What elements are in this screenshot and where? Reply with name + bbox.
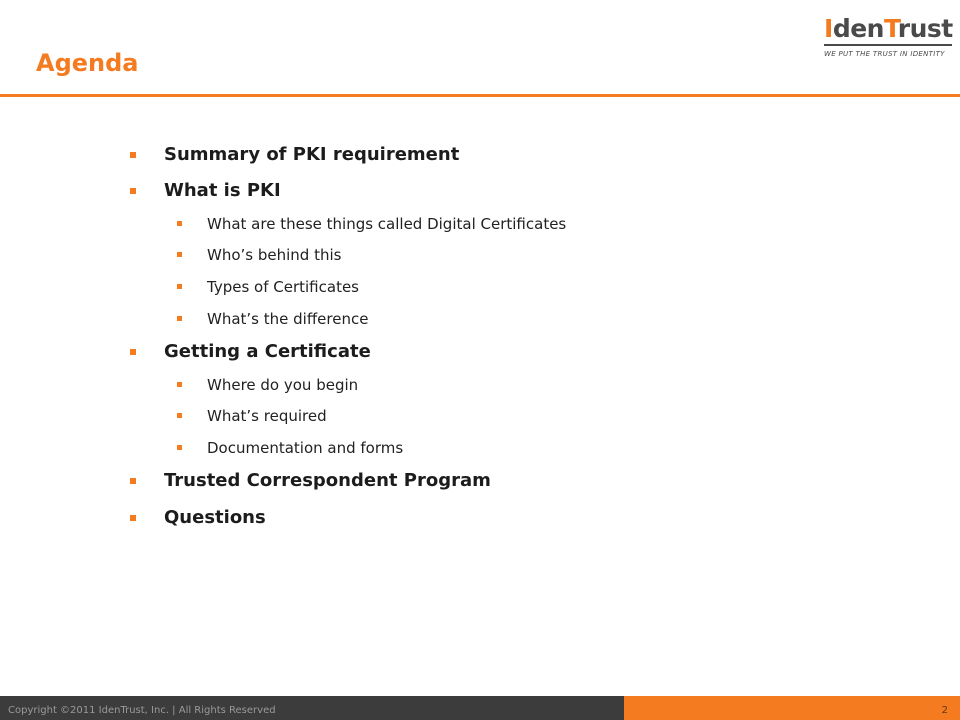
logo-underline [824, 44, 952, 46]
bullet-square-icon [177, 221, 182, 226]
bullet-square-icon [177, 445, 182, 450]
bullet-square-icon [177, 316, 182, 321]
bullet-square-icon [177, 284, 182, 289]
page-number: 2 [941, 705, 948, 716]
logo-wordmark: IdenTrust [824, 14, 953, 43]
logo-tagline: WE PUT THE TRUST IN IDENTITY [824, 50, 945, 58]
bullet-square-icon [130, 188, 136, 194]
bullet-square-icon [177, 413, 182, 418]
bullet-square-icon [177, 382, 182, 387]
slide: Agenda IdenTrust WE PUT THE TRUST IN IDENTITY Summary of PKI requirement What is PKI What are these things called Digital Certificates Who’s behind this Types of Certificates What’s the difference Getting a Certificate Where do you begin What’s required Documentation and forms Trusted Correspondent Program Questions Copyright ©2011 IdenTrust, Inc. | All Rights Reserved 2 [0, 0, 960, 720]
bullet-square-icon [130, 152, 136, 158]
bullet-square-icon [130, 478, 136, 484]
identrust-logo [820, 14, 956, 58]
copyright-notice: Copyright ©2011 IdenTrust, Inc. | All Rights Reserved [8, 705, 276, 716]
footer-accent-bar [624, 696, 960, 720]
bullet-square-icon [130, 349, 136, 355]
slide-title: Agenda [36, 49, 139, 77]
bullet-square-icon [130, 515, 136, 521]
bullet-square-icon [177, 252, 182, 257]
title-divider [0, 94, 960, 97]
